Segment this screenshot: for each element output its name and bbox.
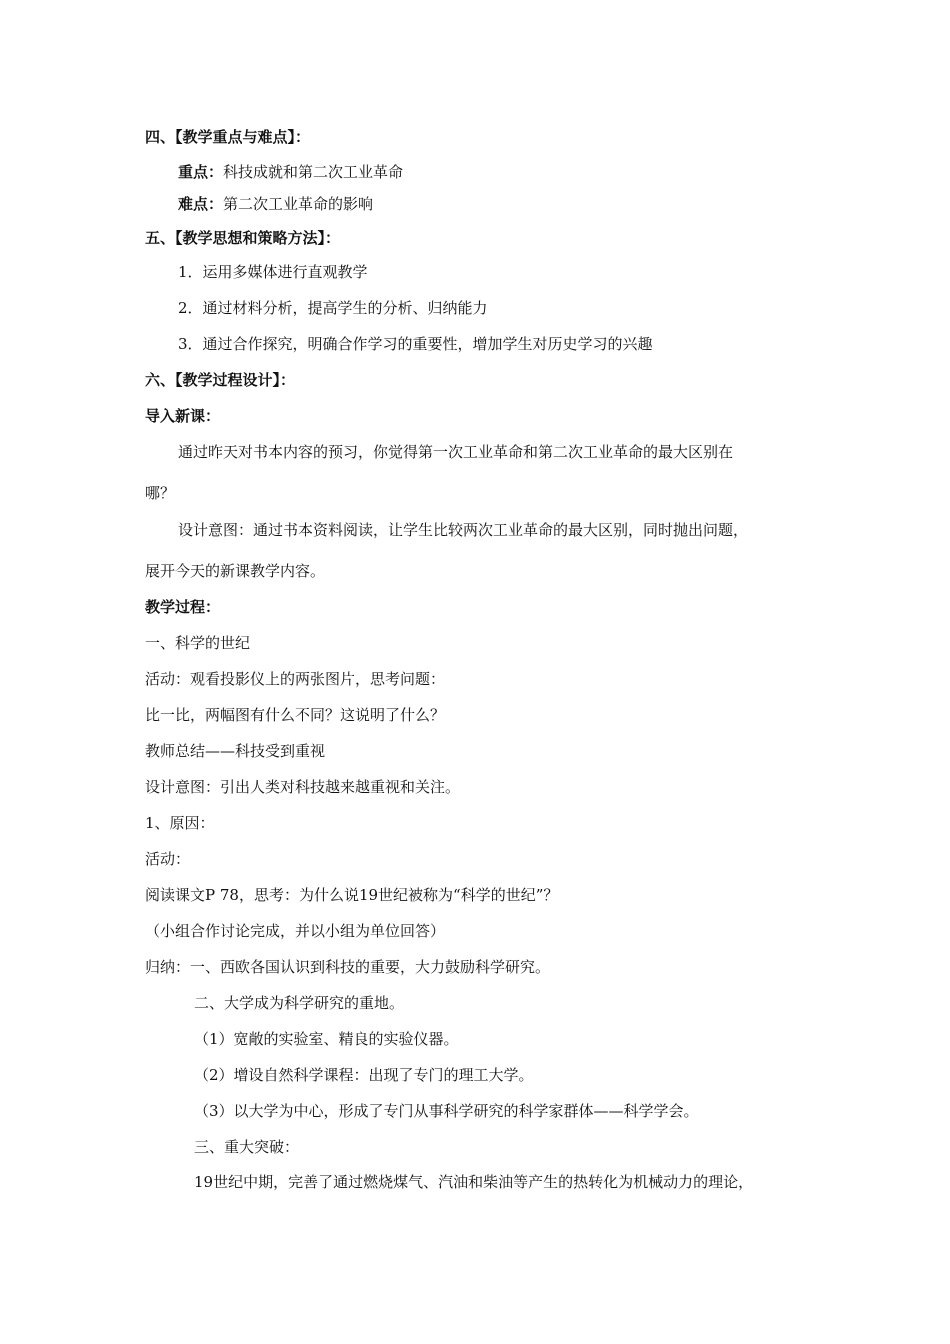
summary-line: 19世纪中期，完善了通过燃烧煤气、汽油和柴油等产生的热转化为机械动力的理论， bbox=[194, 1173, 754, 1191]
summary-line: （2）增设自然科学课程：出现了专门的理工大学。 bbox=[194, 1066, 534, 1084]
intro-heading: 导入新课： bbox=[145, 407, 221, 425]
process-line: 教师总结——科技受到重视 bbox=[145, 742, 326, 760]
intro-design-line-1: 设计意图：通过书本资料阅读，让学生比较两次工业革命的最大区别，同时抛出问题， bbox=[178, 521, 749, 539]
section6-heading: 六、【教学过程设计】： bbox=[145, 371, 296, 389]
process-line: 一、科学的世纪 bbox=[145, 634, 251, 652]
key-point-text: 科技成就和第二次工业革命 bbox=[223, 163, 404, 181]
strategy-item-2: 2．通过材料分析，提高学生的分析、归纳能力 bbox=[178, 299, 488, 317]
intro-design-line-2: 展开今天的新课教学内容。 bbox=[145, 562, 326, 580]
intro-paragraph-line-1: 通过昨天对书本内容的预习，你觉得第一次工业革命和第二次工业革命的最大区别在 bbox=[178, 443, 734, 461]
process-line: 设计意图：引出人类对科技越来越重视和关注。 bbox=[145, 778, 461, 796]
section5-heading: 五、【教学思想和策略方法】： bbox=[145, 229, 341, 247]
key-point-label: 重点： bbox=[178, 163, 224, 181]
difficulty-text: 第二次工业革命的影响 bbox=[223, 195, 374, 213]
process-line: 比一比，两幅图有什么不同？这说明了什么？ bbox=[145, 706, 446, 724]
process-line: 1、原因： bbox=[145, 814, 215, 832]
process-heading: 教学过程： bbox=[145, 598, 221, 616]
process-line: 归纳：一、西欧各国认识到科技的重要，大力鼓励科学研究。 bbox=[145, 958, 551, 976]
process-line: 阅读课文P 78，思考：为什么说19世纪被称为“科学的世纪”？ bbox=[145, 886, 559, 904]
intro-paragraph-line-2: 哪？ bbox=[145, 484, 176, 502]
difficulty-label: 难点： bbox=[178, 195, 224, 213]
difficulty-line bbox=[178, 194, 373, 214]
section4-heading: 四、【教学重点与难点】： bbox=[145, 128, 311, 146]
strategy-item-1: 1．运用多媒体进行直观教学 bbox=[178, 263, 368, 281]
key-point-line bbox=[178, 162, 403, 182]
summary-line: 二、大学成为科学研究的重地。 bbox=[194, 994, 405, 1012]
strategy-item-3: 3．通过合作探究，明确合作学习的重要性，增加学生对历史学习的兴趣 bbox=[178, 335, 653, 353]
summary-line: 三、重大突破： bbox=[194, 1138, 300, 1156]
process-line: 活动： bbox=[145, 850, 191, 868]
process-line: （小组合作讨论完成，并以小组为单位回答） bbox=[145, 922, 446, 940]
process-line: 活动：观看投影仪上的两张图片，思考问题： bbox=[145, 670, 446, 688]
summary-line: （3）以大学为中心，形成了专门从事科学研究的科学家群体——科学学会。 bbox=[194, 1102, 699, 1120]
summary-line: （1）宽敞的实验室、精良的实验仪器。 bbox=[194, 1030, 459, 1048]
